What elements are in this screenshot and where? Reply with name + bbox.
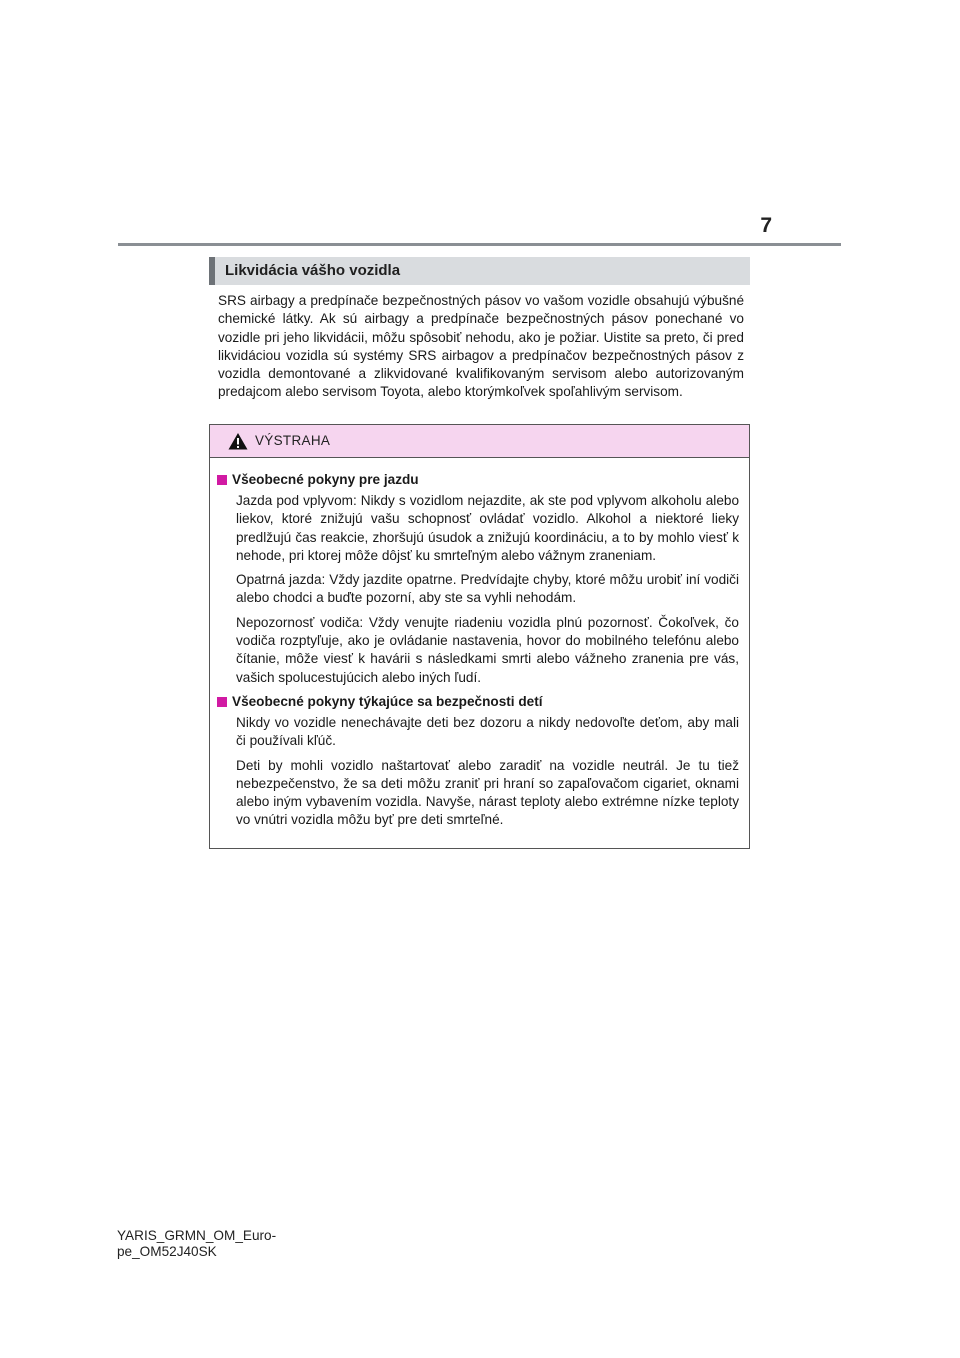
header-rule (118, 243, 841, 246)
footer-line: YARIS_GRMN_OM_Euro- (117, 1228, 277, 1243)
warning-paragraph: Deti by mohli vozidlo naštartovať alebo zaradiť na vozidle neutrál. Je tu tiež nebezpečenstvo, že sa deti môžu zraniť pri hraní so zapaľovačom cigariet, oknami alebo iným vybavením vozidla. Navyše, nárast teploty alebo extrémne nízke teploty vo vnútri vozidla môžu byť pre deti smrteľné. (236, 757, 739, 828)
warning-subheading-child-safety (217, 693, 739, 711)
warning-paragraph: Nepozornosť vodiča: Vždy venujte riadeniu vozidla plnú pozornosť. Čokoľvek, čo vodiča rozptyľuje, ako je ovládanie nastavenia, hovor do mobilného telefónu alebo čítanie, môže viesť k havárii s následkami smrti alebo vážneho zranenia pre vás, vašich spolucestujúcich alebo iných ľudí. (236, 614, 739, 685)
warning-subheading-driving (217, 471, 739, 489)
warning-header (210, 425, 749, 458)
warning-box (209, 424, 750, 849)
square-bullet-icon (217, 697, 227, 707)
document-footer (117, 1228, 276, 1260)
warning-paragraph: Opatrná jazda: Vždy jazdite opatrne. Predvídajte chyby, ktoré môžu urobiť iní vodiči alebo chodci a buďte pozorní, aby ste sa vyhli nehodám. (236, 572, 739, 606)
footer-line: pe_OM52J40SK (117, 1244, 217, 1259)
section-intro: SRS airbagy a predpínače bezpečnostných pásov vo vašom vozidle obsahujú výbušné chemické látky. Ak sú airbagy a predpínače bezpečnostných pásov ponechané vo vozidle pri jeho likvidácii, môžu spôsobiť nehodu, ako je požiar. Uistite sa preto, či pred likvidáciou vozidla sú systémy SRS airbagov a predpínačov bezpečnostných pásov z vozidla demontované a zlikvidované kvalifikovaným servisom alebo autorizovaným predajcom alebo servisom Toyota, alebo ktorýmkoľvek spoľahlivým servisom. (218, 293, 744, 400)
warning-paragraph: Nikdy vo vozidle nenechávajte deti bez dozoru a nikdy nedovoľte deťom, aby mali či používali kľúč. (236, 714, 739, 749)
page-number: 7 (760, 214, 772, 237)
warning-triangle-icon (228, 432, 248, 450)
warning-title: VÝSTRAHA (255, 433, 331, 448)
warning-body (210, 458, 749, 830)
section-title: Likvidácia vášho vozidla (209, 257, 750, 285)
square-bullet-icon (217, 475, 227, 485)
warning-subheading-label: Všeobecné pokyny pre jazdu (232, 472, 419, 487)
warning-paragraph: Jazda pod vplyvom: Nikdy s vozidlom nejazdite, ak ste pod vplyvom alkoholu alebo liekov, ktoré znižujú vašu schopnosť ovládať vozidlo. Alkohol a niektoré lieky predlžujú čas reakcie, zhoršujú úsudok a znižujú koordináciu, a to by mohlo viesť k nehode, pri ktorej môže dôjsť ku smrteľným alebo vážnym zraneniam. (236, 493, 739, 563)
warning-subheading-label: Všeobecné pokyny týkajúce sa bezpečnosti detí (232, 693, 543, 709)
